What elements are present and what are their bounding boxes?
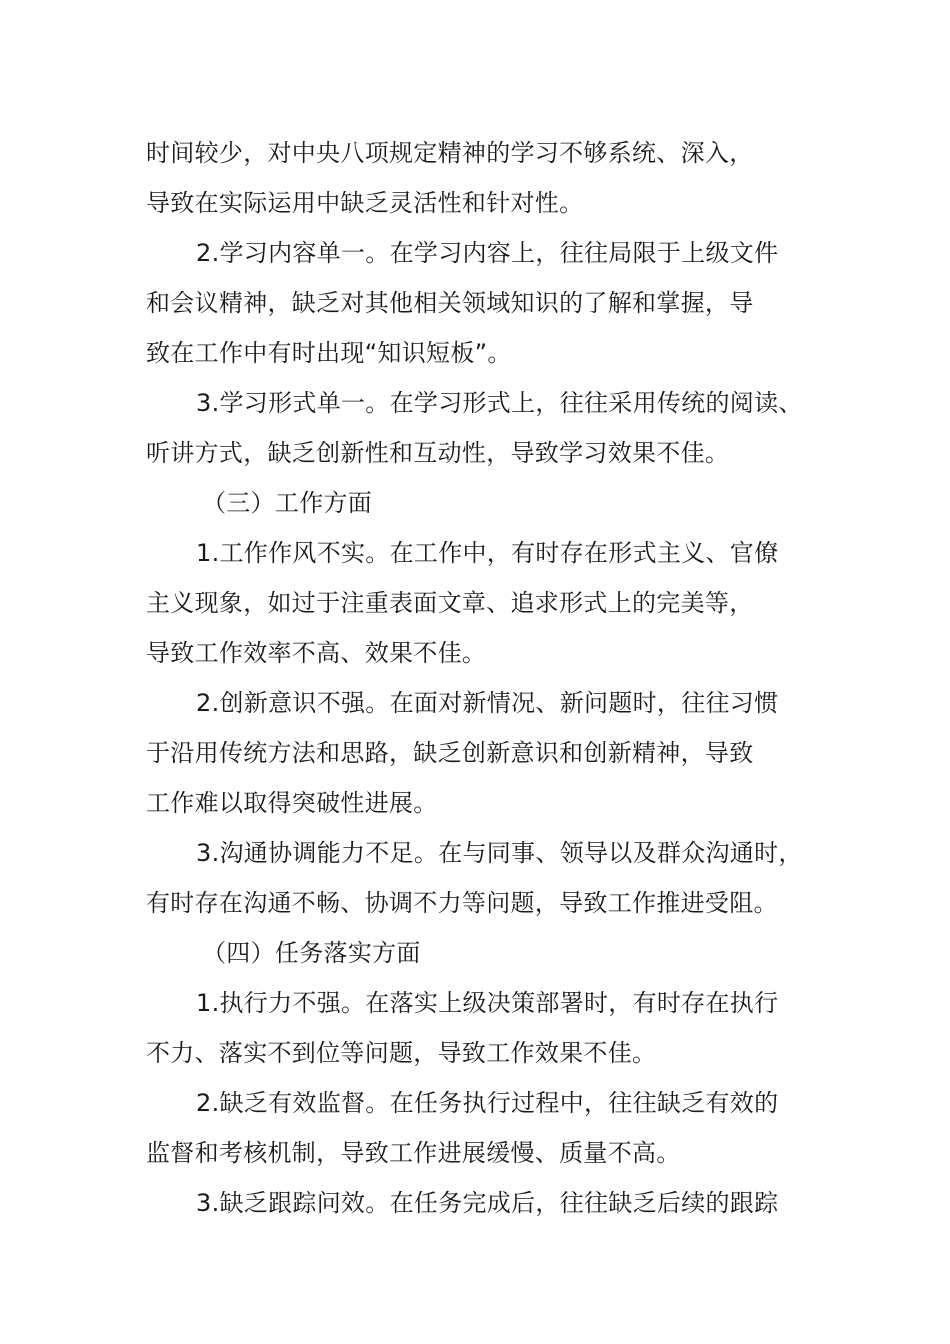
text-line: 导致工作效率不高、效果不佳。 xyxy=(146,639,487,667)
section-heading: （三）工作方面 xyxy=(202,489,373,517)
list-item-first-line: 1.执行力不强。在落实上级决策部署时，有时存在执行 xyxy=(196,989,779,1017)
text-line: 听讲方式，缺乏创新性和互动性，导致学习效果不佳。 xyxy=(146,439,730,467)
text-line: 有时存在沟通不畅、协调不力等问题，导致工作推进受阻。 xyxy=(146,889,778,917)
section-heading: （四）任务落实方面 xyxy=(202,939,421,967)
text-line: 导致在实际运用中缺乏灵活性和针对性。 xyxy=(146,189,584,217)
list-item-first-line: 1.工作作风不实。在工作中，有时存在形式主义、官僚 xyxy=(196,539,779,567)
text-line: 和会议精神，缺乏对其他相关领域知识的了解和掌握，导 xyxy=(146,289,754,317)
text-line: 主义现象，如过于注重表面文章、追求形式上的完美等， xyxy=(146,589,754,617)
text-line: 监督和考核机制，导致工作进展缓慢、质量不高。 xyxy=(146,1139,681,1167)
list-item-first-line: 3.学习形式单一。在学习形式上，往往采用传统的阅读、 xyxy=(196,389,803,417)
body-text xyxy=(146,128,826,1228)
list-item-first-line: 2.创新意识不强。在面对新情况、新问题时，往往习惯 xyxy=(196,689,779,717)
list-item-first-line: 2.缺乏有效监督。在任务执行过程中，往往缺乏有效的 xyxy=(196,1089,779,1117)
list-item-first-line: 3.沟通协调能力不足。在与同事、领导以及群众沟通时， xyxy=(196,839,803,867)
text-line: 于沿用传统方法和思路，缺乏创新意识和创新精神，导致 xyxy=(146,739,754,767)
text-line: 致在工作中有时出现“知识短板”。 xyxy=(146,339,512,367)
text-line: 时间较少，对中央八项规定精神的学习不够系统、深入， xyxy=(146,139,754,167)
text-line: 不力、落实不到位等问题，导致工作效果不佳。 xyxy=(146,1039,657,1067)
text-line: 工作难以取得突破性进展。 xyxy=(146,789,438,817)
list-item-first-line: 3.缺乏跟踪问效。在任务完成后，往往缺乏后续的跟踪 xyxy=(196,1189,779,1217)
list-item-first-line: 2.学习内容单一。在学习内容上，往往局限于上级文件 xyxy=(196,239,779,267)
